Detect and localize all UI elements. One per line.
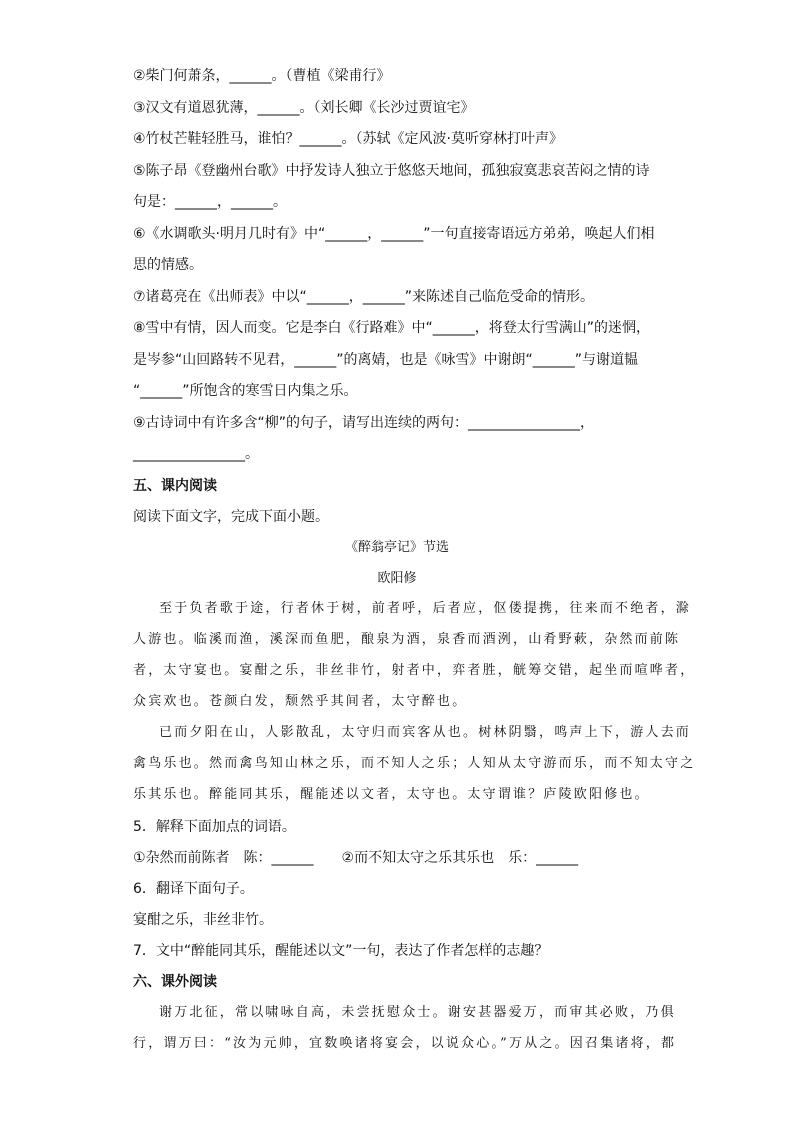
poem-question-7: ⑦诸葛亮在《出师表》中以“______，______”来陈述自己临危受命的情形。 [133, 289, 595, 305]
passage-line: 谢万北征，常以啸咏自高，未尝抚慰众士。谢安甚器爱万，而审其必败，乃俱 [159, 1005, 676, 1020]
section-6-heading: 六、课外阅读 [133, 974, 217, 990]
passage-line: 行，谓万曰：“汝为元帅，宜数唤诸将宴会，以说众心。”万从之。因召集诸将，都 [133, 1036, 677, 1051]
passage-line: 众宾欢也。苍颜白发，颓然乎其间者，太守醉也。 [133, 694, 468, 709]
poem-question-9-line2: ________________。 [133, 446, 259, 462]
passage-line: 人游也。临溪而渔，溪深而鱼肥，酿泉为酒，泉香而酒洌，山肴野蔌，杂然而前陈 [133, 632, 681, 647]
poem-question-5-line1: ⑤陈子昂《登幽州台歌》中抒发诗人独立于悠悠天地间，孤独寂寞悲哀苦闷之情的诗 [133, 163, 650, 179]
poem-question-5-line2: 句是：______，______。 [133, 194, 287, 210]
section-5-instruction: 阅读下面文字，完成下面小题。 [133, 509, 329, 525]
poem-question-9-line1: ⑨古诗词中有许多含“柳”的句子，请写出连续的两句：________________， [133, 415, 595, 431]
poem-question-6-line2: 思的情感。 [133, 257, 203, 273]
question-7: 7．文中“醉能同其乐，醒能述以文”一句，表达了作者怎样的志趣？ [133, 943, 549, 959]
passage-line: 已而夕阳在山，人影散乱，太守归而宾客从也。树林阴翳，鸣声上下，游人去而 [159, 725, 692, 740]
passage-title: 《醉翁亭记》节选 [344, 540, 449, 555]
passage-line: 乐其乐也。醉能同其乐，醒能述以文者，太守也。太守谓谁？庐陵欧阳修也。 [133, 787, 650, 802]
poem-question-4: ④竹杖芒鞋轻胜马，谁怕？______。（苏轼《定风波·莫听穿林打叶声》 [133, 131, 563, 147]
section-5-heading: 五、课内阅读 [133, 478, 217, 494]
poem-question-6-line1: ⑥《水调歌头·明月几时有》中“______，______”一句直接寄语远方弟弟，唤起人们相 [133, 226, 655, 242]
passage-line: 至于负者歌于途，行者休于树，前者呼，后者应，伛偻提携，往来而不绝者，滁 [159, 601, 692, 616]
poem-question-8-line2: 是岑参“山回路转不见君，______”的离婧，也是《咏雪》中谢朗“______”与谢道韫 [133, 352, 639, 368]
poem-question-8-line3: “______”所饱含的寒雪日内集之乐。 [133, 383, 358, 399]
question-6: 6．翻译下面句子。 [133, 881, 254, 897]
passage-line: 禽鸟乐也。然而禽鸟知山林之乐，而不知人之乐；人知从太守游而乐，而不知太守之 [133, 756, 696, 771]
poem-question-2: ②柴门何萧条，______。（曹植《梁甫行》 [133, 68, 391, 84]
poem-question-8-line1: ⑧雪中有情，因人而变。它是李白《行路难》中“______，将登太行雪满山”的迷惘， [133, 320, 651, 336]
passage-author: 欧阳修 [377, 571, 417, 586]
poem-question-3: ③汉文有道恩犹薄，______。（刘长卿《长沙过贾谊宅》 [133, 100, 475, 116]
question-5: 5．解释下面加点的词语。 [133, 819, 296, 835]
question-6-sentence: 宴酣之乐，非丝非竹。 [133, 912, 273, 928]
passage-line: 者，太守宴也。宴酣之乐，非丝非竹，射者中，弈者胜，觥筹交错，起坐而喧哗者， [133, 663, 696, 678]
question-5-items: ①杂然而前陈者 陈：______ ②而不知太守之乐其乐也 乐：______ [133, 850, 579, 866]
